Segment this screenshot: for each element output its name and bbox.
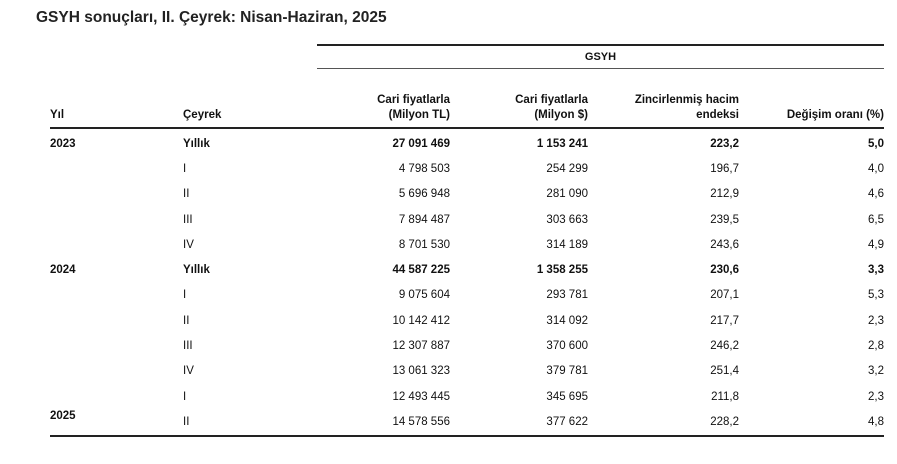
change-cell: 4,0 <box>868 162 884 175</box>
usd-cell: 379 781 <box>546 365 588 378</box>
tl-cell: 44 587 225 <box>392 264 450 277</box>
index-cell: 230,6 <box>710 264 739 277</box>
change-cell: 4,8 <box>739 409 884 435</box>
quarter-cell: Yıllık <box>183 137 210 150</box>
tl-cell: 7 894 487 <box>398 213 450 226</box>
change-cell: 2,3 <box>868 390 884 403</box>
table-row <box>50 283 884 308</box>
col-header-volume-index <box>588 69 739 129</box>
year-cell: 2023 <box>50 137 76 150</box>
change-cell: 3,2 <box>868 365 884 378</box>
quarter-cell: Yıllık <box>183 264 210 277</box>
tl-cell: 8 701 530 <box>398 238 450 251</box>
index-cell: 251,4 <box>710 365 739 378</box>
usd-cell: 345 695 <box>546 390 588 403</box>
change-cell: 2,8 <box>868 340 884 353</box>
year-cell <box>50 182 183 207</box>
change-cell: 6,5 <box>868 213 884 226</box>
quarter-cell: III <box>183 213 193 226</box>
year-cell <box>50 308 183 333</box>
change-cell: 3,3 <box>868 264 884 277</box>
index-cell: 246,2 <box>710 340 739 353</box>
table-row <box>50 207 884 232</box>
quarter-cell: IV <box>183 238 194 251</box>
quarter-cell: II <box>183 314 190 327</box>
usd-cell: 293 781 <box>546 289 588 302</box>
change-cell: 4,9 <box>868 238 884 251</box>
index-cell: 243,6 <box>710 238 739 251</box>
year-cell: 2025 <box>50 384 183 436</box>
change-cell: 4,6 <box>868 188 884 201</box>
quarter-cell: I <box>183 289 187 302</box>
col-header-current-usd-line1: Cari fiyatlarla <box>515 93 588 106</box>
index-cell: 223,2 <box>710 137 739 150</box>
col-header-current-tl-line1: Cari fiyatlarla <box>377 93 450 106</box>
tl-cell: 27 091 469 <box>392 137 450 150</box>
table-row <box>50 333 884 358</box>
year-cell <box>50 232 183 257</box>
index-cell: 196,7 <box>710 162 739 175</box>
col-header-current-tl-line2: (Milyon TL) <box>388 109 450 122</box>
tl-cell: 13 061 323 <box>392 365 450 378</box>
index-cell: 212,9 <box>710 188 739 201</box>
col-header-change: Değişim oranı (%) <box>739 69 884 129</box>
table-row <box>50 182 884 207</box>
quarter-cell: III <box>183 340 193 353</box>
usd-cell: 314 092 <box>546 314 588 327</box>
gsyh-group-header: GSYH <box>317 45 884 69</box>
index-cell: 207,1 <box>710 289 739 302</box>
index-cell: 217,7 <box>710 314 739 327</box>
quarter-cell: IV <box>183 365 194 378</box>
tl-cell: 12 493 445 <box>392 390 450 403</box>
usd-cell: 377 622 <box>450 409 588 435</box>
change-cell: 5,0 <box>868 137 884 150</box>
table-row <box>50 257 884 282</box>
col-header-current-usd <box>450 69 588 129</box>
tl-cell: 14 578 556 <box>317 409 450 435</box>
col-header-volume-line2: endeksi <box>696 109 739 122</box>
index-cell: 228,2 <box>588 409 739 435</box>
col-header-current-tl <box>317 69 450 129</box>
quarter-cell: II <box>183 409 317 435</box>
gdp-table <box>50 44 884 437</box>
column-header-row <box>50 69 884 129</box>
usd-cell: 314 189 <box>546 238 588 251</box>
table-row <box>50 384 884 409</box>
usd-cell: 370 600 <box>546 340 588 353</box>
group-header-row <box>50 45 884 69</box>
change-cell: 5,3 <box>868 289 884 302</box>
quarter-cell: II <box>183 188 190 201</box>
usd-cell: 1 358 255 <box>536 264 588 277</box>
year-cell <box>50 359 183 384</box>
year-cell <box>50 207 183 232</box>
table-row <box>50 359 884 384</box>
tl-cell: 12 307 887 <box>392 340 450 353</box>
tl-cell: 5 696 948 <box>398 188 450 201</box>
col-header-current-usd-line2: (Milyon $) <box>534 109 588 122</box>
year-cell <box>50 333 183 358</box>
table-row <box>50 232 884 257</box>
tl-cell: 9 075 604 <box>398 289 450 302</box>
usd-cell: 303 663 <box>546 213 588 226</box>
usd-cell: 281 090 <box>546 188 588 201</box>
col-header-year: Yıl <box>50 69 183 129</box>
usd-cell: 254 299 <box>546 162 588 175</box>
year-cell: 2024 <box>50 264 76 277</box>
tl-cell: 4 798 503 <box>398 162 450 175</box>
year-cell <box>50 156 183 181</box>
quarter-cell: I <box>183 162 187 175</box>
table-row <box>50 156 884 181</box>
quarter-cell: I <box>183 390 187 403</box>
index-cell: 211,8 <box>711 390 739 403</box>
usd-cell: 1 153 241 <box>536 137 588 150</box>
change-cell: 2,3 <box>868 314 884 327</box>
index-cell: 239,5 <box>710 213 739 226</box>
table-row <box>50 308 884 333</box>
year-cell <box>50 283 183 308</box>
col-header-volume-line1: Zincirlenmiş hacim <box>634 93 739 106</box>
col-header-quarter: Çeyrek <box>183 69 317 129</box>
table-row <box>50 128 884 156</box>
page-title: GSYH sonuçları, II. Çeyrek: Nisan-Haziran, 2025 <box>36 9 387 26</box>
tl-cell: 10 142 412 <box>392 314 450 327</box>
